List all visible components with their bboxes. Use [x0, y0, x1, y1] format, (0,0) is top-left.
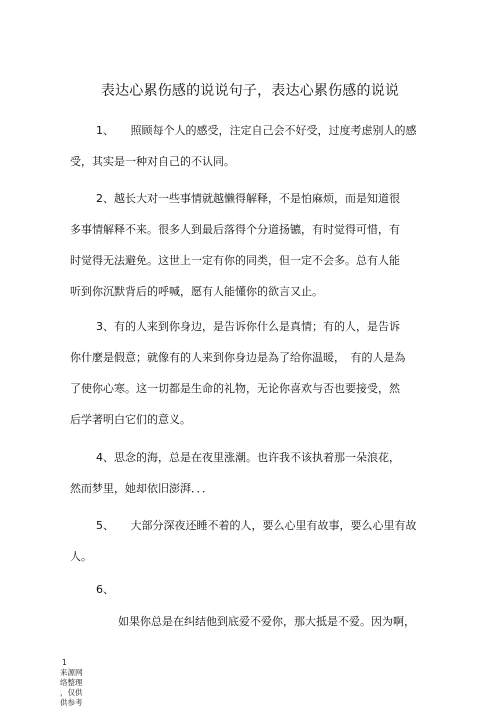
paragraph-1 — [70, 115, 445, 177]
page-footer — [60, 658, 83, 708]
paragraph-line: 如果你总是在纠结他到底爱不爱你，那大抵是不爱。因为啊， — [96, 615, 415, 628]
document-title: 表达心累伤感的说说句子，表达心累伤感的说说 — [100, 83, 400, 99]
paragraph-line: 多事情解释不来。很多人到最后落得个分道扬镳，有时觉得可惜，有 — [70, 223, 400, 236]
paragraph-2 — [70, 183, 445, 307]
paragraph-line: 后学著明白它们的意义。 — [70, 413, 191, 426]
paragraph-line: 听到你沉默背后的呼喊，愿有人能懂你的欲言又止。 — [70, 285, 323, 298]
paragraph-line: 1、 照顾每个人的感受，注定自己会不好受，过度考虑别人的感 — [96, 124, 417, 137]
footer-line: 来源网 — [60, 668, 83, 677]
footer-line: 络整理 — [60, 678, 83, 687]
paragraph-6 — [70, 574, 445, 605]
paragraph-line: 然而梦里，她却依旧澎湃．．． — [70, 482, 213, 495]
paragraph-7 — [70, 606, 445, 637]
paragraph-line: 你什麼是假意；就像有的人来到你身边是為了给你温暖， 有的人是為 — [70, 351, 406, 364]
paragraph-line: 3、有的人来到你身边，是告诉你什么是真情；有的人，是告诉 — [96, 320, 400, 333]
paragraph-line: 2、越长大对一些事情就越懒得解释，不是怕麻烦，而是知道很 — [96, 192, 400, 205]
paragraph-line: 时觉得无法避免。这世上一定有你的同类，但一定不会多。总有人能 — [70, 254, 400, 267]
footer-line: 供参考 — [60, 698, 83, 707]
footer-line: ，仅供 — [60, 688, 83, 697]
paragraph-5 — [70, 510, 445, 572]
paragraph-line: 人。 — [70, 550, 92, 563]
paragraph-line: 4、思念的海，总是在夜里涨潮。也许我不该执着那一朵浪花， — [96, 451, 400, 464]
paragraph-line: 5、 大部分深夜还睡不着的人，要么心里有故事，要么心里有故 — [96, 519, 417, 532]
page-number: 1 — [62, 658, 67, 667]
paragraph-line: 受，其实是一种对自己的不认同。 — [70, 155, 235, 168]
paragraph-line: 了使你心寒。这一切都是生命的礼物，无论你喜欢与否也要接受，然 — [70, 382, 400, 395]
paragraph-line: 6、 — [96, 583, 114, 596]
paragraph-4 — [70, 442, 445, 504]
paragraph-3 — [70, 311, 445, 435]
